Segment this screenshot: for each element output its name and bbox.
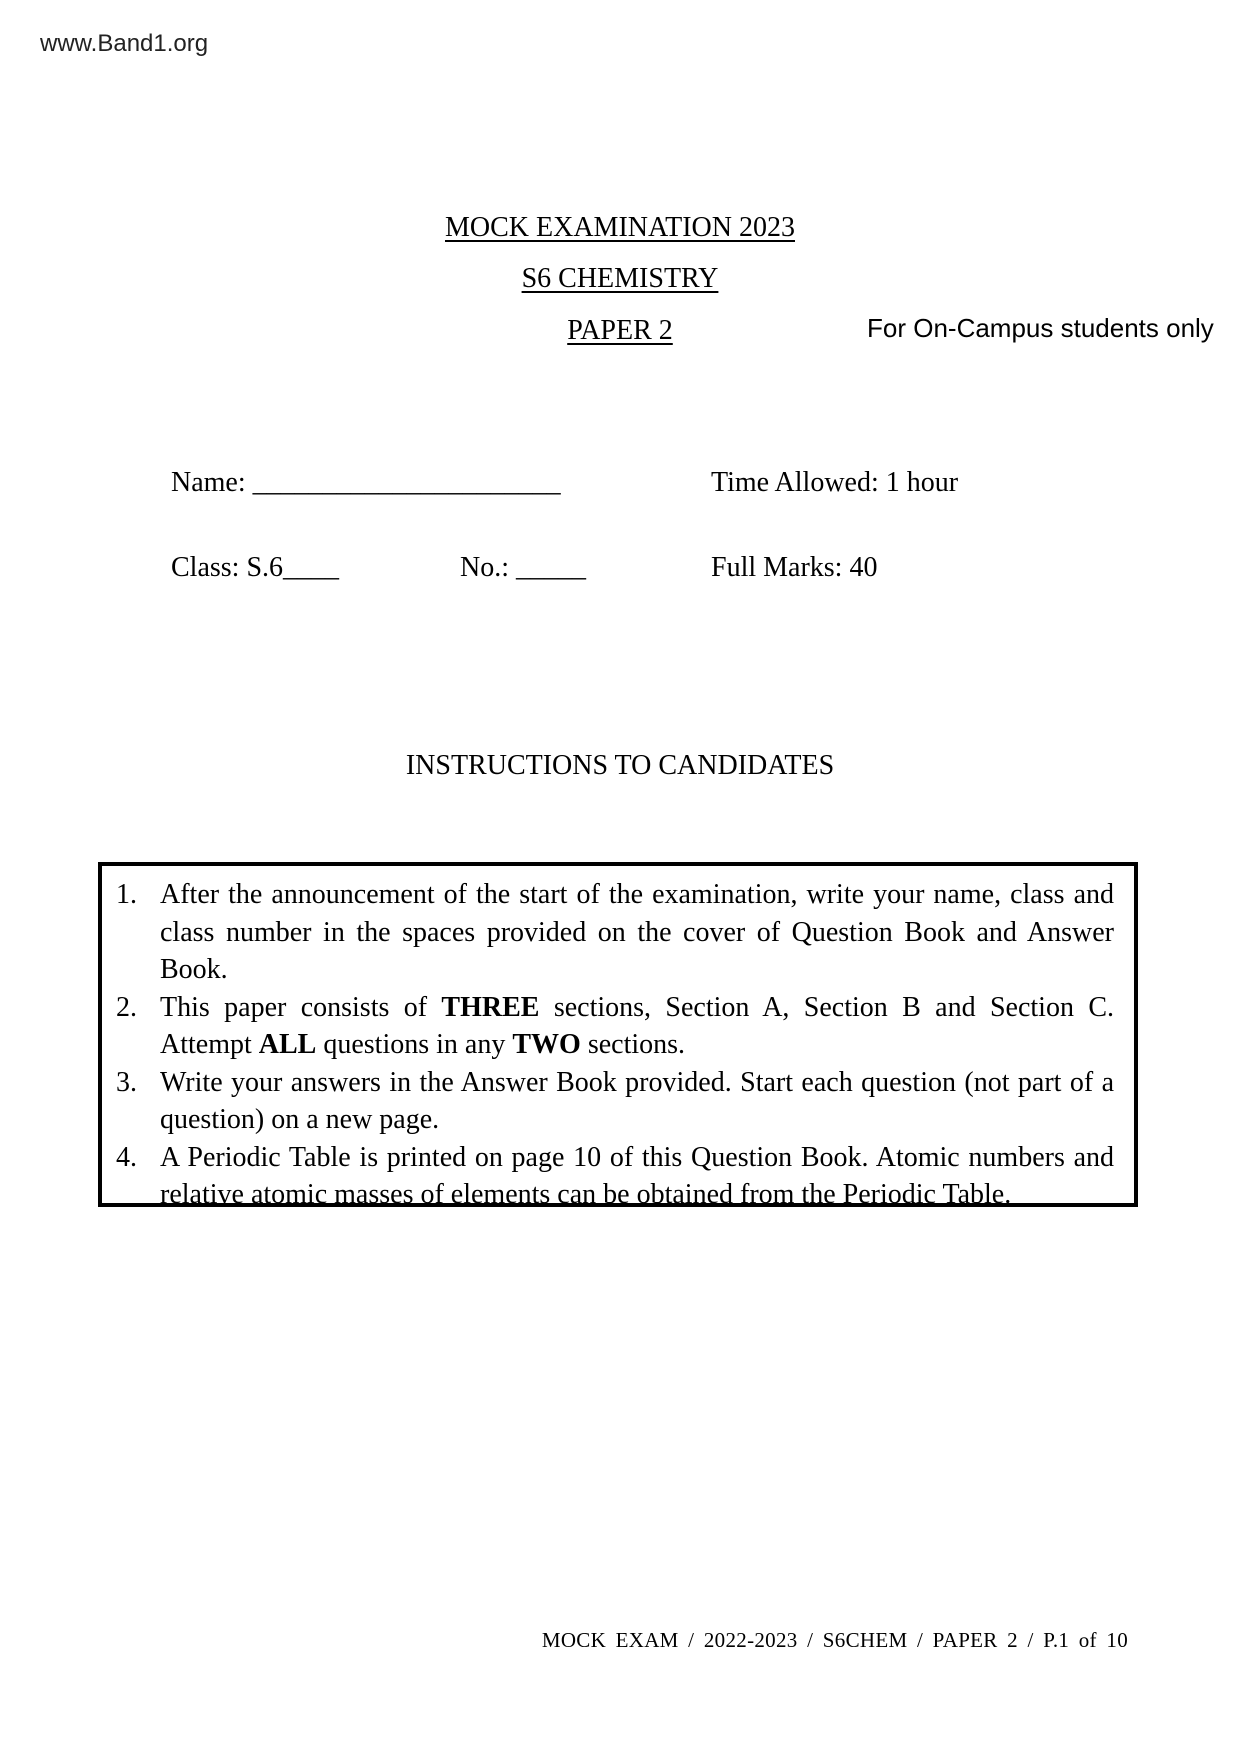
instruction-segment: sections.	[580, 1029, 686, 1060]
instruction-number: 2.	[116, 991, 137, 1023]
instruction-number: 3.	[116, 1066, 137, 1098]
instruction-text	[160, 876, 1114, 989]
watermark-text: www.Band1.org	[40, 30, 209, 57]
subject-title: S6 CHEMISTRY	[521, 263, 719, 294]
instruction-segment: Write your answers in the Answer Book provided. Start each question (not part of a question) on a new page.	[160, 1066, 1114, 1135]
instructions-title: INSTRUCTIONS TO CANDIDATES	[405, 750, 835, 781]
instructions-box	[98, 862, 1138, 1210]
instruction-segment: This paper consists of	[160, 991, 442, 1023]
paper-title: PAPER 2	[567, 315, 673, 346]
instruction-item	[116, 989, 1114, 1064]
instruction-segment: After the announcement of the start of the examination, write your name, class and class number in the spaces provided on the cover of Question Book and Answer Book.	[160, 879, 1114, 985]
class-field: Class: S.6____	[171, 552, 340, 583]
instruction-segment: questions in any	[316, 1029, 513, 1060]
instruction-item	[116, 1139, 1114, 1214]
number-field: No.: _____	[460, 552, 586, 583]
full-marks: Full Marks: 40	[711, 552, 878, 583]
instruction-segment: sections, Section A, Section B and Section C. Attempt	[160, 991, 1114, 1060]
instruction-item	[116, 1064, 1114, 1139]
instruction-segment: A Periodic Table is printed on page 10 of this Question Book. Atomic numbers and relative atomic masses of elements can be obtained from the Periodic Table.	[160, 1141, 1114, 1210]
page-footer: MOCK EXAM / 2022-2023 / S6CHEM / PAPER 2 / P.1 of 10	[541, 1628, 1128, 1652]
instruction-emphasis: TWO	[512, 1029, 581, 1060]
instruction-text	[160, 989, 1114, 1064]
name-field: Name: ______________________	[171, 467, 561, 498]
instruction-emphasis: THREE	[441, 991, 540, 1023]
instruction-text	[160, 1139, 1114, 1214]
on-campus-note: For On-Campus students only	[867, 313, 1214, 343]
exam-title: MOCK EXAMINATION 2023	[445, 212, 795, 243]
instruction-emphasis: ALL	[258, 1029, 317, 1060]
instruction-text	[160, 1064, 1114, 1139]
instruction-item	[116, 876, 1114, 989]
instruction-number: 1.	[116, 879, 137, 910]
instruction-number: 4.	[116, 1141, 137, 1173]
time-allowed: Time Allowed: 1 hour	[711, 467, 959, 498]
